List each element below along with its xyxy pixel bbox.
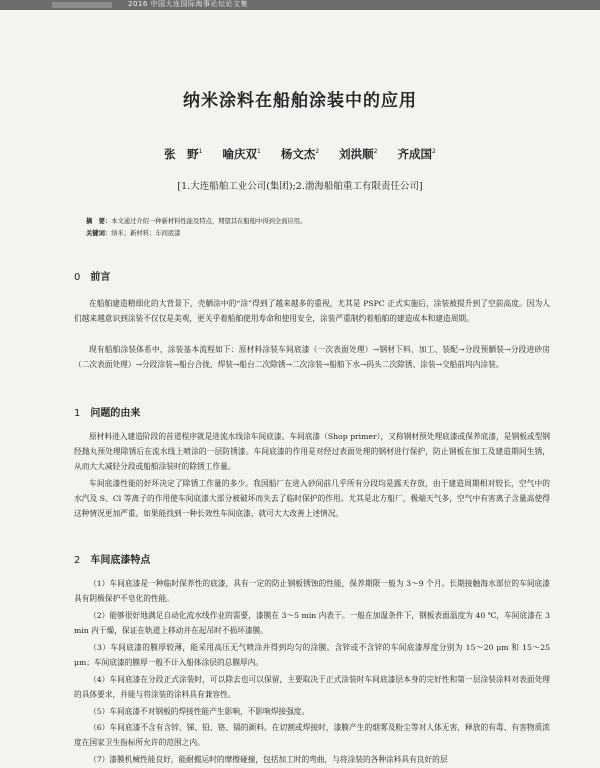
paragraph: （4）车间底漆在分段正式涂装时，可以除去也可以保留，主要取决于正式涂装时车间底漆层本身的完好性和第一层涂装涂料对表面处理的具体要求，并能与将涂装的涂料具有兼容性。 <box>74 675 550 699</box>
author-4: 刘洪顺$^2$ <box>339 147 378 161</box>
paragraph: （1）车间底漆是一种临时保养性的底漆，具有一定的防止钢板锈蚀的性能，保养期限一般为 3～9 个月。长期接触海水部位的车间底漆具有阴极保护不皂化的性能。 <box>74 579 550 603</box>
author-list <box>0 146 600 162</box>
affiliations: [1.大连船舶工业公司(集团);2.渤海船舶重工有限责任公司] <box>177 181 423 192</box>
keywords-text: 纳米；新材料；车间底漆 <box>111 230 181 237</box>
paragraph: 在船舶建造精细化的大背景下，壳舾涂中的“涂”得到了越来越多的重视，尤其是 PSPC 正式实施后，涂装被提升到了空前高度。因为人们越来越意识到涂装不仅仅是美观，更关乎着船舶使用寿命和使用安全，涂装严重制约着船舶的建造成本和建造周期。 <box>74 299 550 323</box>
paragraph: （7）漆膜机械性能良好，能耐搬运时的摩擦碰撞，包括加工时的弯曲，与将涂装的各种涂料具有良好的层 <box>89 755 448 764</box>
author-1: 张 野$^1$ <box>164 147 203 161</box>
author-3: 杨文杰$^2$ <box>280 147 320 161</box>
paper-title: 纳米涂料在船舶涂装中的应用 <box>183 91 417 111</box>
paragraph: 原材料进入建造阶段的首道程序就是进流水线涂车间底漆。车间底漆（Shop primer），又称钢材预处理底漆或保养底漆，是钢板或型钢经抛丸预处理除锈后在流水线上喷涂的一层防锈漆。车间底漆的作用是对经过表面处理的钢材进行保护，防止钢板在加工及建造期间生锈，从而大大减轻分段或船舶涂装时的除锈工作量。 <box>74 432 550 471</box>
abstract-label: 摘 要： <box>86 218 112 225</box>
section-heading-0: 0 前言 <box>74 272 111 283</box>
abstract-text: 本文通过介绍一种新材料性能及特点，期望其在船舶中得到全面应用。 <box>111 218 307 225</box>
abstract-block <box>86 216 546 240</box>
paragraph: （2）能够很好地满足自动化流水线作业的需要，漆膜在 3～5 min 内表干。一般在加温条件下，钢板表面温度为 40 ℃，车间底漆在 3 min 内干燥，保证在轨道上移动并在起吊时不损坏漆膜。 <box>74 611 550 635</box>
author-5: 齐成国$^2$ <box>397 147 436 161</box>
section-heading-1: 1 问题的由来 <box>74 408 141 419</box>
paragraph: 现有船舶涂装体系中，涂装基本流程如下：原材料涂装车间底漆（一次表面处理）→钢材下料、加工、装配→分段预舾装→分段进砂房（二次表面处理）→分段涂装→船台合拢、焊装→船台二次除锈→二次涂装→船舶下水→码头二次除锈、涂装→交船前坞内涂装。 <box>74 345 551 369</box>
paragraph: 车间底漆性能的好坏决定了除锈工作量的多少。我国船厂在进入砂间前几乎所有分段均是露天存放，由于建造周期相对较长，空气中的水汽及 S、Cl 等离子的作用使车间底漆大部分被破坏而失去了临时保护的作用。尤其是北方船厂，极端天气多，空气中有害离子含量高使得这种情况更加严重。如果能找到一种长效性车间底漆，就可大大改善上述情况。 <box>74 479 550 518</box>
paragraph: （3）车间底漆的膜厚较薄，能采用高压无气喷涂并得到均匀的涂膜。含锌或不含锌的车间底漆厚度分别为 15～20 μm 和 15～25 μm；车间底漆的膜厚一般不计入船体涂层的总膜厚内。 <box>74 643 550 667</box>
author-2: 喻庆双$^1$ <box>222 147 261 161</box>
running-title: 2016 中国大连国际海事论坛论文集 <box>128 0 249 8</box>
section-heading-2: 2 车间底漆特点 <box>74 555 151 566</box>
paragraph: （5）车间底漆不对钢板的焊接性能产生影响，不影响焊接强度。 <box>89 707 310 716</box>
header-logo <box>52 2 112 8</box>
paragraph: （6）车间底漆不含有含锌、锑、铅、铬、镉的颜料。在切割或焊接时，漆膜产生的烟雾及粉尘等对人体无害，释放的有毒、有害物质浓度在国家卫生指标所允许的范围之内。 <box>74 723 550 747</box>
keywords-label: 关键词： <box>86 230 112 237</box>
